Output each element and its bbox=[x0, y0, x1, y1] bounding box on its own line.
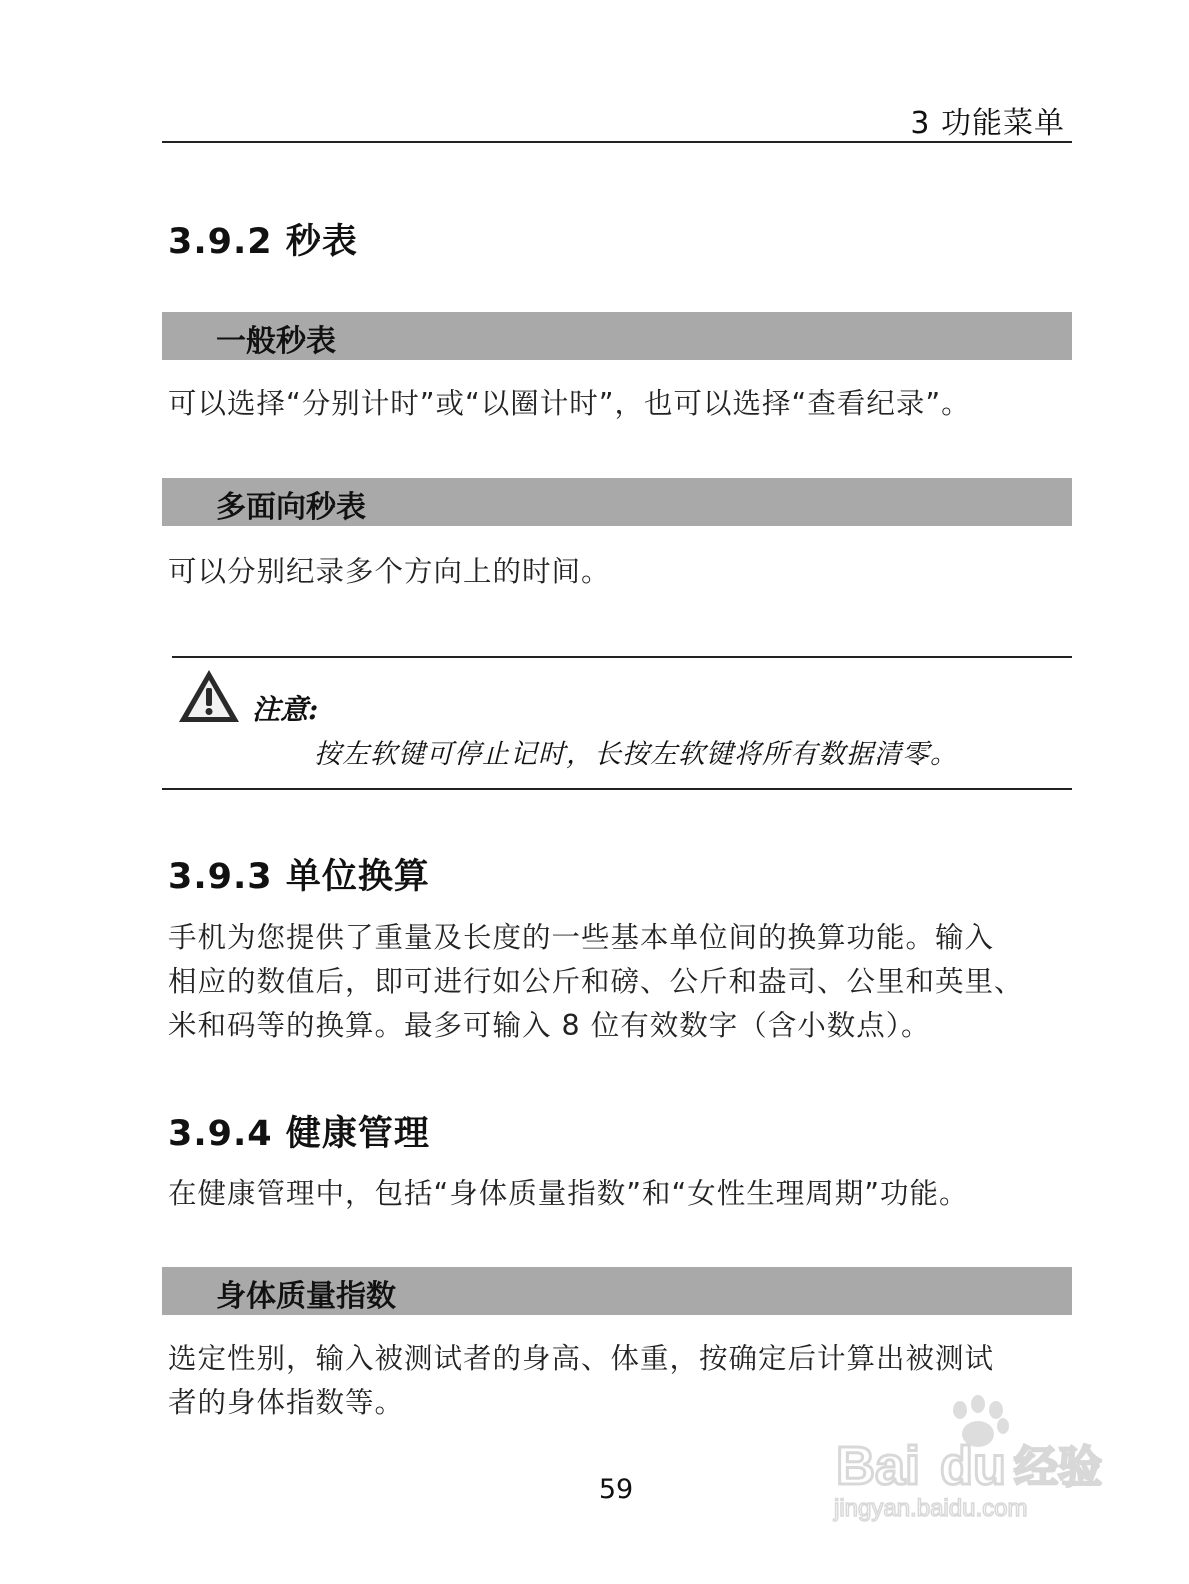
subsection-label-bmi: 身体质量指数 bbox=[216, 1279, 396, 1314]
warning-icon bbox=[177, 667, 241, 725]
note-text: 按左软键可停止记时，长按左软键将所有数据清零。 bbox=[314, 739, 958, 770]
section-title-health-management: 3.9.4 健康管理 bbox=[168, 1114, 430, 1154]
note-top-divider bbox=[172, 656, 1072, 658]
health-management-text: 在健康管理中，包括“身体质量指数”和“女性生理周期”功能。 bbox=[168, 1177, 969, 1210]
svg-text:Bai: Bai bbox=[836, 1436, 921, 1496]
general-stopwatch-text: 可以选择“分别计时”或“以圈计时”，也可以选择“查看纪录”。 bbox=[168, 387, 971, 420]
svg-text:du: du bbox=[940, 1436, 1006, 1496]
unit-conversion-line-3: 米和码等的换算。最多可输入 8 位有效数字（含小数点）。 bbox=[168, 1009, 931, 1042]
svg-text:jingyan.baidu.com: jingyan.baidu.com bbox=[834, 1495, 1028, 1522]
note-label: 注意: bbox=[252, 693, 319, 726]
subsection-band-general-stopwatch bbox=[162, 312, 1072, 360]
unit-conversion-line-1: 手机为您提供了重量及长度的一些基本单位间的换算功能。输入 bbox=[168, 921, 995, 954]
bmi-line-1: 选定性别，输入被测试者的身高、体重，按确定后计算出被测试 bbox=[168, 1342, 995, 1375]
baidu-jingyan-watermark-logo bbox=[828, 1390, 1128, 1530]
subsection-band-bmi bbox=[162, 1267, 1072, 1315]
header-divider bbox=[162, 141, 1072, 143]
note-bottom-divider bbox=[162, 788, 1072, 790]
bmi-line-2: 者的身体指数等。 bbox=[168, 1386, 405, 1419]
unit-conversion-line-2: 相应的数值后，即可进行如公斤和磅、公斤和盎司、公里和英里、 bbox=[168, 965, 1024, 998]
subsection-label-multi-stopwatch: 多面向秒表 bbox=[216, 490, 366, 525]
svg-text:经验: 经验 bbox=[1014, 1442, 1102, 1493]
chapter-header: 3 功能菜单 bbox=[910, 106, 1065, 141]
page-number: 59 bbox=[598, 1474, 634, 1505]
multi-stopwatch-text: 可以分别纪录多个方向上的时间。 bbox=[168, 555, 611, 588]
subsection-label-general-stopwatch: 一般秒表 bbox=[216, 324, 336, 359]
section-title-unit-conversion: 3.9.3 单位换算 bbox=[168, 857, 430, 897]
section-title-stopwatch: 3.9.2 秒表 bbox=[168, 222, 358, 262]
subsection-band-multi-stopwatch bbox=[162, 478, 1072, 526]
